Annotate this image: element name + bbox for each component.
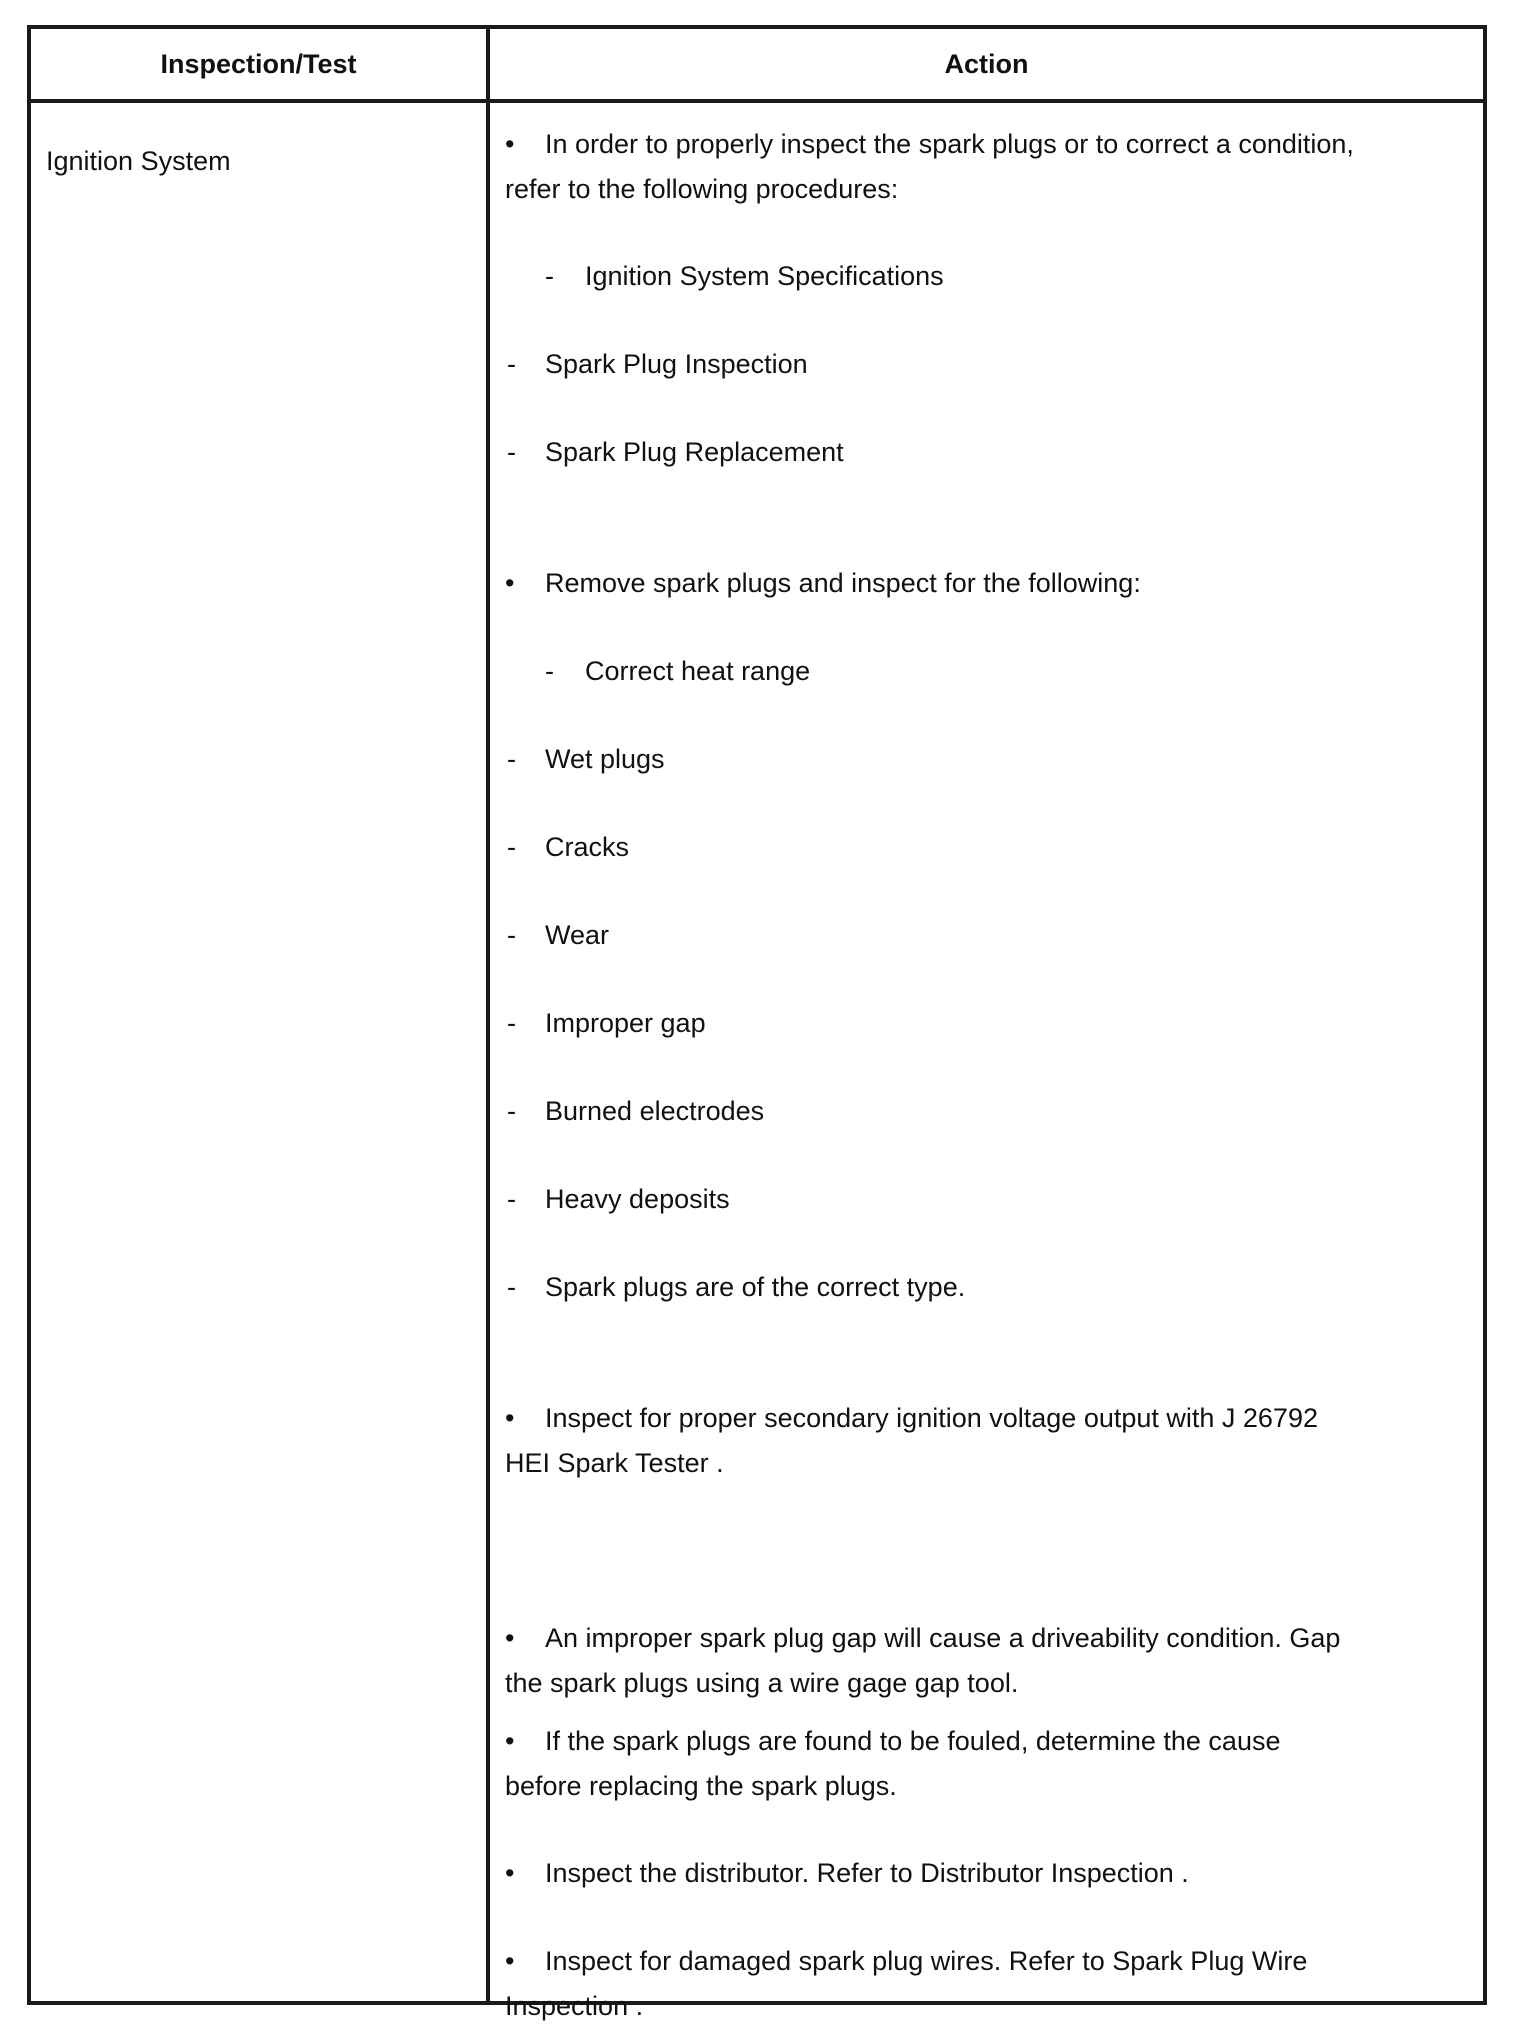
action-line: Cracks: [545, 832, 630, 862]
header-action: Action: [944, 49, 1029, 79]
action-line: Correct heat range: [585, 656, 811, 686]
column-divider: [486, 29, 490, 2001]
action-line: HEI Spark Tester .: [505, 1448, 724, 1478]
bullet-marker: •: [505, 1403, 515, 1433]
dash-marker: -: [545, 656, 554, 686]
action-line: Spark Plug Replacement: [545, 437, 844, 467]
dash-marker: -: [507, 920, 516, 950]
action-line: Remove spark plugs and inspect for the following:: [545, 568, 1141, 598]
action-line: Ignition System Specifications: [585, 261, 944, 291]
dash-marker: -: [507, 1272, 516, 1302]
dash-marker: -: [507, 349, 516, 379]
action-line: Spark plugs are of the correct type.: [545, 1272, 966, 1302]
action-line: the spark plugs using a wire gage gap tool.: [505, 1668, 1019, 1698]
dash-marker: -: [507, 1096, 516, 1126]
action-line: Heavy deposits: [545, 1184, 730, 1214]
action-line: In order to properly inspect the spark plugs or to correct a condition,: [545, 129, 1354, 159]
bullet-marker: •: [505, 1623, 515, 1653]
header-inspection-test: Inspection/Test: [160, 49, 357, 79]
action-line: refer to the following procedures:: [505, 174, 899, 204]
action-line: Inspection .: [505, 1991, 644, 2021]
action-line: Inspect for proper secondary ignition voltage output with J 26792: [545, 1403, 1318, 1433]
dash-marker: -: [507, 832, 516, 862]
dash-marker: -: [507, 744, 516, 774]
bullet-marker: •: [505, 1858, 515, 1888]
action-line: Wet plugs: [545, 744, 665, 774]
dash-marker: -: [507, 1184, 516, 1214]
action-line: Inspect for damaged spark plug wires. Refer to Spark Plug Wire: [545, 1946, 1308, 1976]
cell-inspection-ignition-system: Ignition System: [46, 146, 231, 176]
action-line: before replacing the spark plugs.: [505, 1771, 897, 1801]
bullet-marker: •: [505, 1946, 515, 1976]
header-divider: [31, 99, 1483, 103]
dash-marker: -: [507, 1008, 516, 1038]
action-line: Improper gap: [545, 1008, 706, 1038]
dash-marker: -: [507, 437, 516, 467]
action-line: Spark Plug Inspection: [545, 349, 808, 379]
action-line: Wear: [545, 920, 610, 950]
bullet-marker: •: [505, 129, 515, 159]
bullet-marker: •: [505, 1726, 515, 1756]
bullet-marker: •: [505, 568, 515, 598]
action-line: An improper spark plug gap will cause a driveability condition. Gap: [545, 1623, 1341, 1653]
action-line: Inspect the distributor. Refer to Distributor Inspection .: [545, 1858, 1189, 1888]
dash-marker: -: [545, 261, 554, 291]
action-line: If the spark plugs are found to be fouled, determine the cause: [545, 1726, 1281, 1756]
action-line: Burned electrodes: [545, 1096, 765, 1126]
procedure-table: [27, 25, 1487, 2021]
